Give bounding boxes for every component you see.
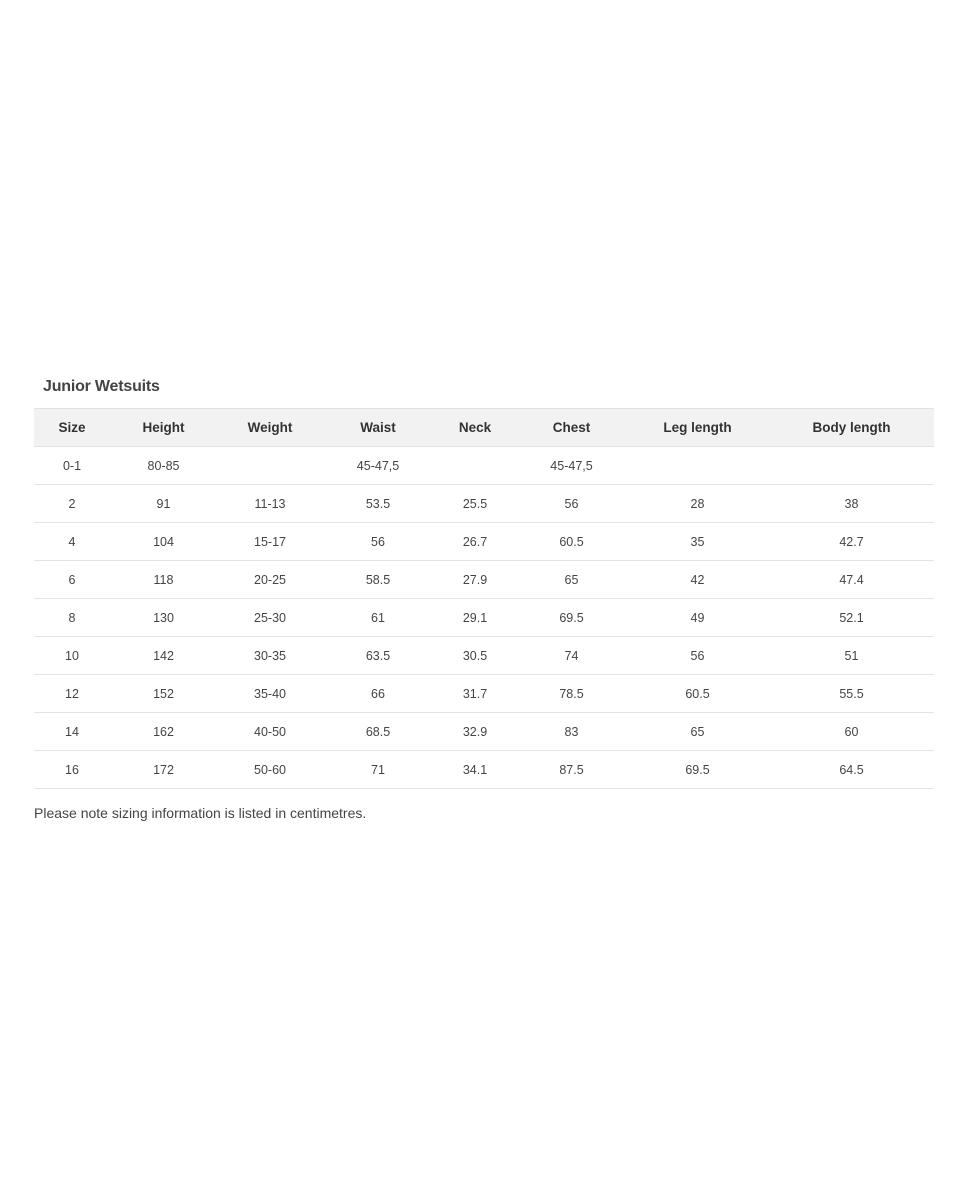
- table-row: [34, 561, 934, 599]
- cell-size: 8: [34, 599, 110, 637]
- table-row: [34, 485, 934, 523]
- cell-waist: 53.5: [323, 485, 433, 523]
- table-row: [34, 751, 934, 789]
- column-header-size: Size: [34, 409, 110, 447]
- cell-neck: 27.9: [433, 561, 517, 599]
- cell-neck: 26.7: [433, 523, 517, 561]
- cell-body-length: 42.7: [769, 523, 934, 561]
- cell-height: 118: [110, 561, 217, 599]
- cell-body-length: [769, 447, 934, 485]
- cell-leg-length: 60.5: [626, 675, 769, 713]
- cell-leg-length: 35: [626, 523, 769, 561]
- cell-weight: 40-50: [217, 713, 323, 751]
- cell-chest: 69.5: [517, 599, 626, 637]
- cell-leg-length: 56: [626, 637, 769, 675]
- column-header-leg-length: Leg length: [626, 409, 769, 447]
- table-row: [34, 675, 934, 713]
- column-header-neck: Neck: [433, 409, 517, 447]
- size-chart-section: [34, 376, 934, 822]
- cell-chest: 78.5: [517, 675, 626, 713]
- cell-chest: 83: [517, 713, 626, 751]
- cell-size: 14: [34, 713, 110, 751]
- cell-body-length: 55.5: [769, 675, 934, 713]
- cell-waist: 63.5: [323, 637, 433, 675]
- cell-chest: 87.5: [517, 751, 626, 789]
- cell-height: 80-85: [110, 447, 217, 485]
- cell-size: 4: [34, 523, 110, 561]
- cell-body-length: 51: [769, 637, 934, 675]
- cell-body-length: 47.4: [769, 561, 934, 599]
- cell-size: 6: [34, 561, 110, 599]
- cell-neck: 30.5: [433, 637, 517, 675]
- cell-weight: [217, 447, 323, 485]
- cell-weight: 11-13: [217, 485, 323, 523]
- cell-chest: 74: [517, 637, 626, 675]
- table-row: [34, 523, 934, 561]
- column-header-height: Height: [110, 409, 217, 447]
- cell-chest: 56: [517, 485, 626, 523]
- cell-leg-length: 69.5: [626, 751, 769, 789]
- cell-size: 0-1: [34, 447, 110, 485]
- table-header-row: [34, 409, 934, 447]
- cell-leg-length: 49: [626, 599, 769, 637]
- column-header-body-length: Body length: [769, 409, 934, 447]
- section-title: Junior Wetsuits: [43, 378, 160, 395]
- cell-leg-length: 42: [626, 561, 769, 599]
- cell-neck: 34.1: [433, 751, 517, 789]
- cell-height: 130: [110, 599, 217, 637]
- cell-neck: 32.9: [433, 713, 517, 751]
- table-row: [34, 713, 934, 751]
- cell-size: 12: [34, 675, 110, 713]
- cell-height: 162: [110, 713, 217, 751]
- size-table: [34, 408, 934, 789]
- cell-waist: 71: [323, 751, 433, 789]
- cell-leg-length: [626, 447, 769, 485]
- cell-weight: 30-35: [217, 637, 323, 675]
- cell-body-length: 38: [769, 485, 934, 523]
- cell-waist: 58.5: [323, 561, 433, 599]
- cell-height: 104: [110, 523, 217, 561]
- cell-size: 10: [34, 637, 110, 675]
- cell-leg-length: 28: [626, 485, 769, 523]
- cell-waist: 66: [323, 675, 433, 713]
- cell-size: 16: [34, 751, 110, 789]
- cell-height: 172: [110, 751, 217, 789]
- column-header-waist: Waist: [323, 409, 433, 447]
- cell-weight: 35-40: [217, 675, 323, 713]
- cell-waist: 68.5: [323, 713, 433, 751]
- cell-height: 91: [110, 485, 217, 523]
- cell-body-length: 52.1: [769, 599, 934, 637]
- cell-neck: 31.7: [433, 675, 517, 713]
- cell-weight: 15-17: [217, 523, 323, 561]
- cell-body-length: 60: [769, 713, 934, 751]
- cell-weight: 50-60: [217, 751, 323, 789]
- cell-height: 152: [110, 675, 217, 713]
- cell-chest: 65: [517, 561, 626, 599]
- cell-waist: 56: [323, 523, 433, 561]
- cell-chest: 45-47,5: [517, 447, 626, 485]
- cell-neck: 29.1: [433, 599, 517, 637]
- column-header-chest: Chest: [517, 409, 626, 447]
- cell-height: 142: [110, 637, 217, 675]
- table-row: [34, 637, 934, 675]
- cell-chest: 60.5: [517, 523, 626, 561]
- cell-waist: 45-47,5: [323, 447, 433, 485]
- sizing-footnote: Please note sizing information is listed in centimetres.: [34, 805, 367, 821]
- cell-weight: 20-25: [217, 561, 323, 599]
- cell-neck: [433, 447, 517, 485]
- cell-body-length: 64.5: [769, 751, 934, 789]
- cell-neck: 25.5: [433, 485, 517, 523]
- cell-leg-length: 65: [626, 713, 769, 751]
- column-header-weight: Weight: [217, 409, 323, 447]
- cell-weight: 25-30: [217, 599, 323, 637]
- table-row: [34, 599, 934, 637]
- cell-waist: 61: [323, 599, 433, 637]
- cell-size: 2: [34, 485, 110, 523]
- table-row: [34, 447, 934, 485]
